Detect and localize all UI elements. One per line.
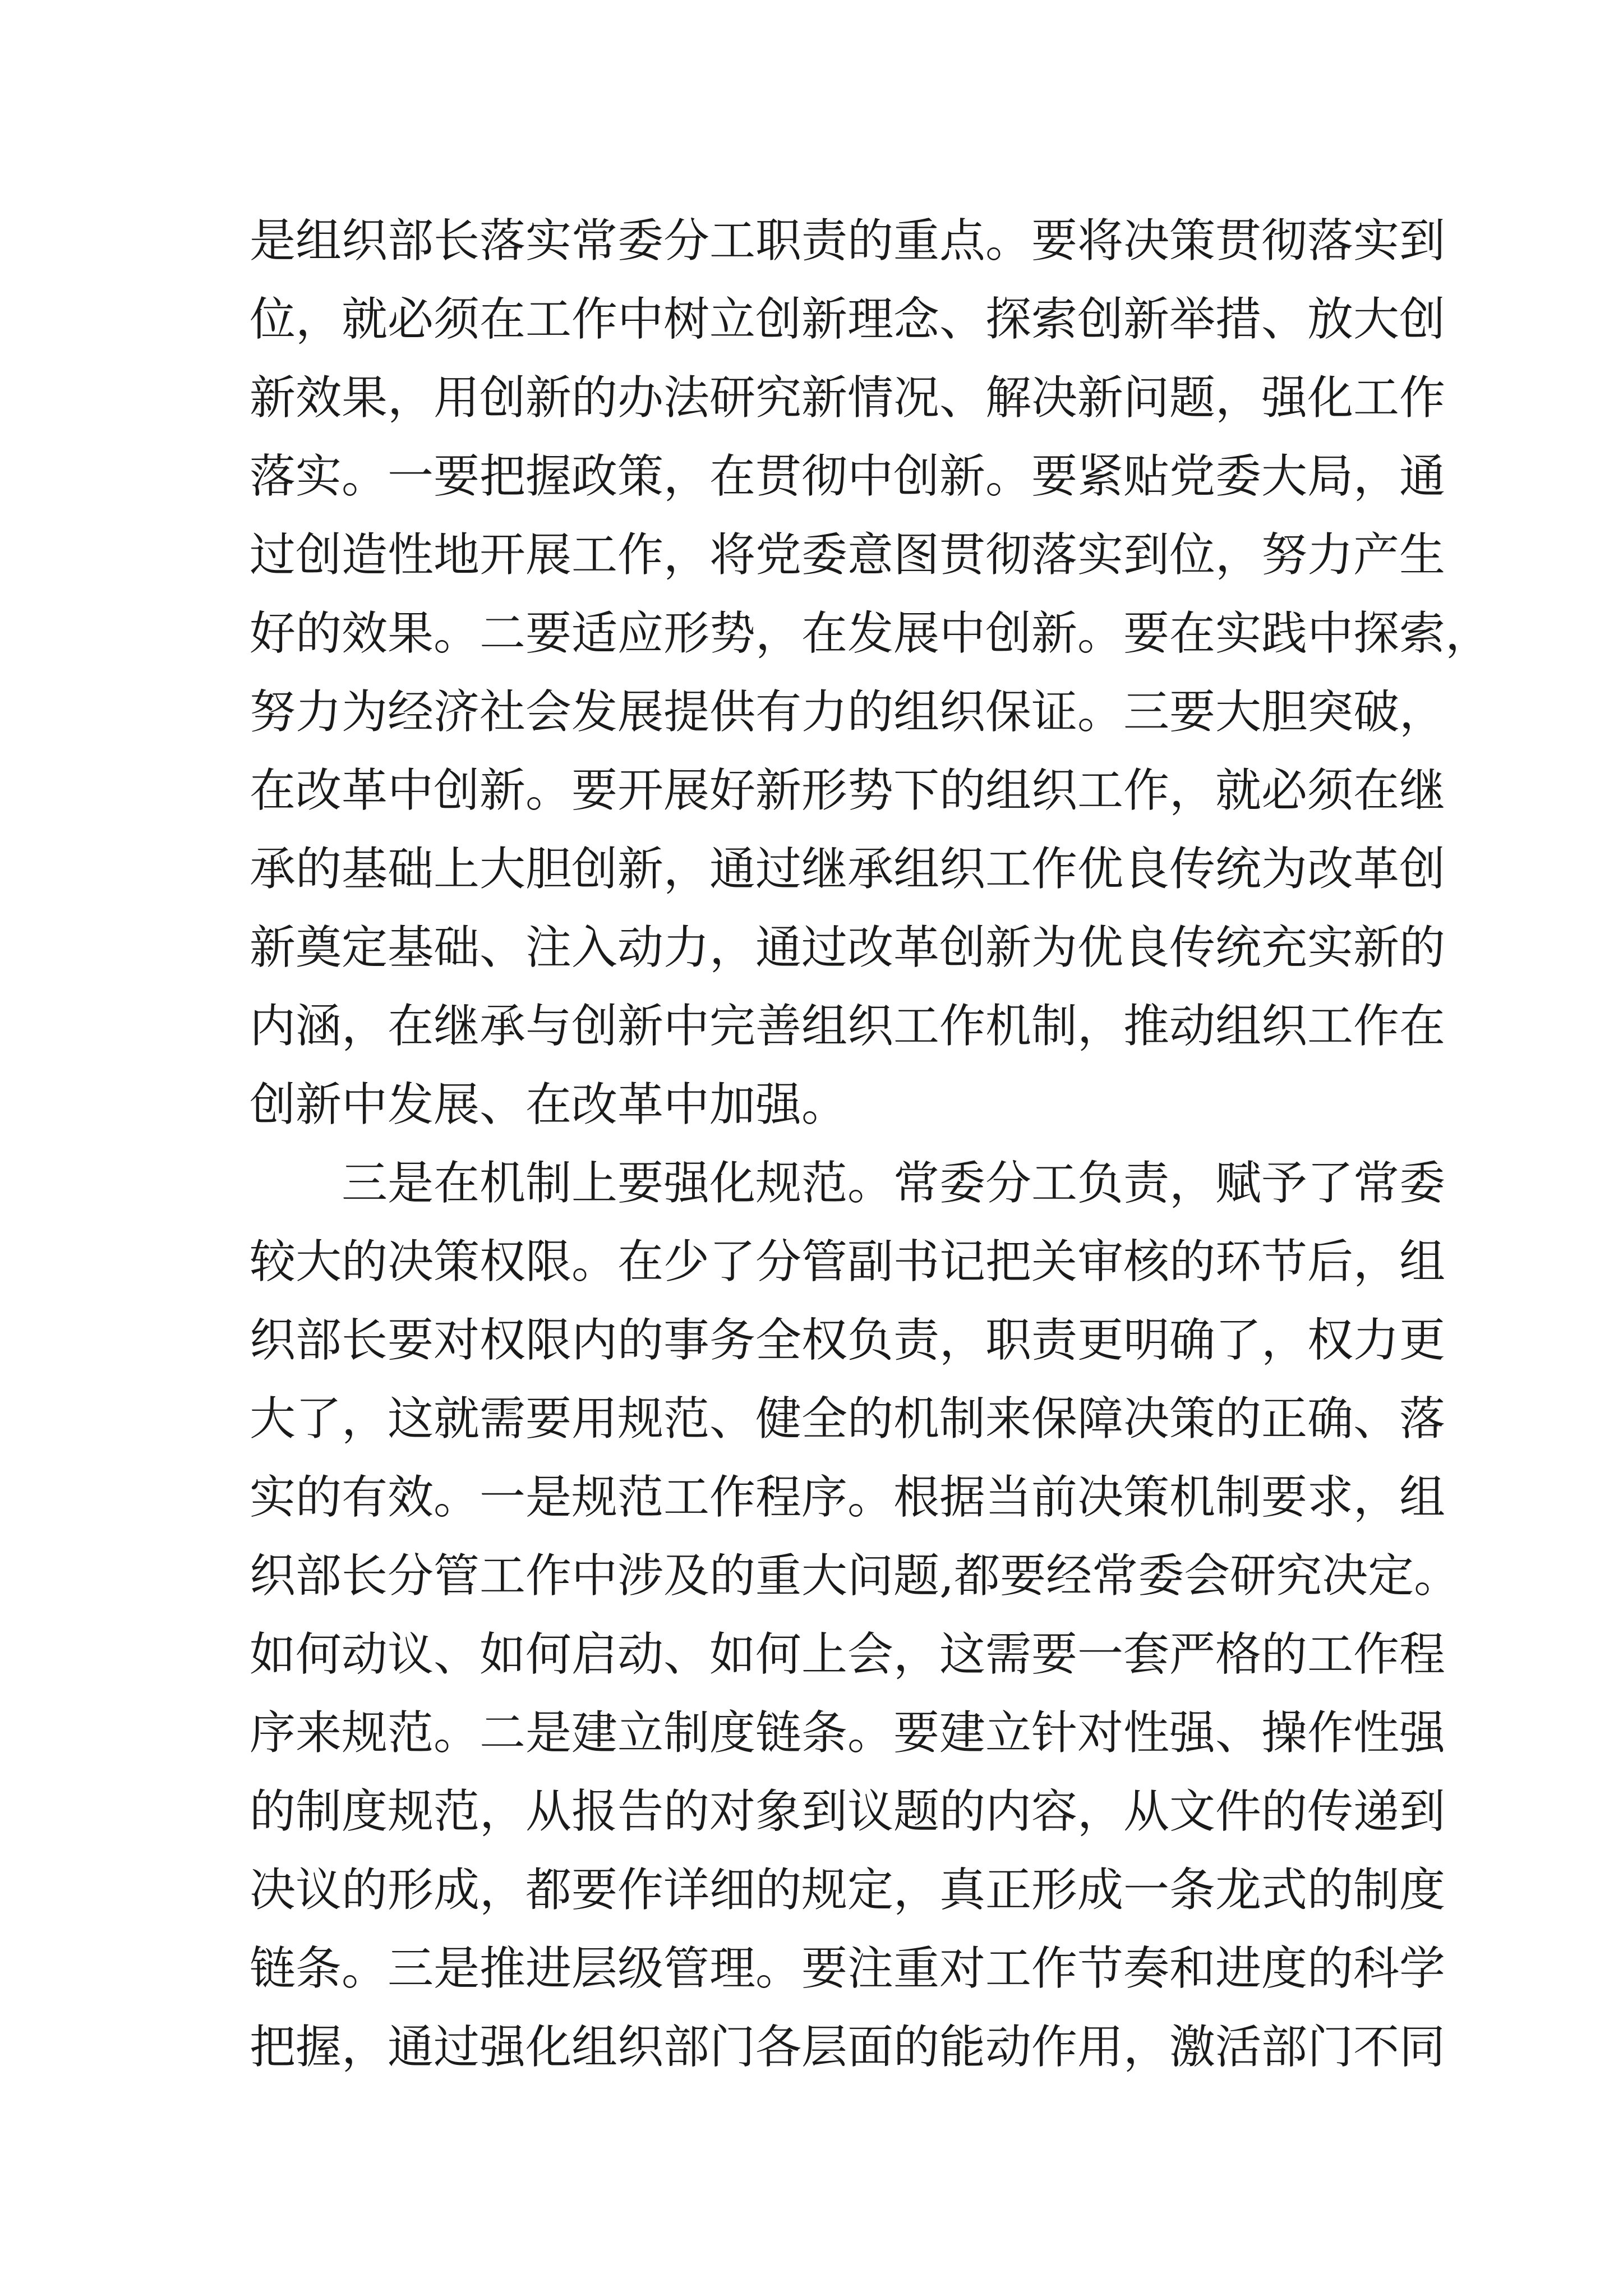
text-line: 努力为经济社会发展提供有力的组织保证。三要大胆突破， bbox=[250, 685, 1446, 739]
text-line: 链条。三是推进层级管理。要注重对工作节奏和进度的科学 bbox=[250, 1942, 1446, 1995]
text-line: 好的效果。二要适应形势，在发展中创新。要在实践中探索， bbox=[250, 607, 1492, 660]
text-line: 织部长要对权限内的事务全权负责，职责更明确了，权力更 bbox=[250, 1314, 1446, 1367]
text-line: 织部长分管工作中涉及的重大问题,都要经常委会研究决定。 bbox=[250, 1549, 1460, 1603]
text-line: 承的基础上大胆创新，通过继承组织工作优良传统为改革创 bbox=[250, 843, 1446, 896]
text-line: 创新中发展、在改革中加强。 bbox=[250, 1078, 848, 1131]
text-line: 三是在机制上要强化规范。常委分工负责，赋予了常委 bbox=[342, 1157, 1446, 1210]
text-line: 过创造性地开展工作，将党委意图贯彻落实到位，努力产生 bbox=[250, 528, 1446, 582]
text-line: 在改革中创新。要开展好新形势下的组织工作，就必须在继 bbox=[250, 764, 1446, 817]
text-line: 位，就必须在工作中树立创新理念、探索创新举措、放大创 bbox=[250, 293, 1446, 346]
text-line: 把握，通过强化组织部门各层面的能动作用，激活部门不同 bbox=[250, 2021, 1446, 2074]
text-line: 新效果，用创新的办法研究新情况、解决新问题，强化工作 bbox=[250, 371, 1446, 425]
paragraph-1 bbox=[250, 202, 1492, 1144]
text-line: 序来规范。二是建立制度链条。要建立针对性强、操作性强 bbox=[250, 1706, 1446, 1760]
body-text bbox=[250, 202, 1492, 2087]
text-line: 较大的决策权限。在少了分管副书记把关审核的环节后，组 bbox=[250, 1235, 1446, 1289]
text-line: 落实。一要把握政策，在贯彻中创新。要紧贴党委大局，通 bbox=[250, 450, 1446, 503]
text-line: 如何动议、如何启动、如何上会，这需要一套严格的工作程 bbox=[250, 1628, 1446, 1681]
text-line: 内涵，在继承与创新中完善组织工作机制，推动组织工作在 bbox=[250, 1000, 1446, 1053]
text-line: 的制度规范，从报告的对象到议题的内容，从文件的传递到 bbox=[250, 1785, 1446, 1838]
text-line: 是组织部长落实常委分工职责的重点。要将决策贯彻落实到 bbox=[250, 214, 1446, 268]
text-line: 新奠定基础、注入动力，通过改革创新为优良传统充实新的 bbox=[250, 921, 1446, 974]
text-line: 大了，这就需要用规范、健全的机制来保障决策的正确、落 bbox=[250, 1392, 1446, 1446]
text-line: 实的有效。一是规范工作程序。根据当前决策机制要求，组 bbox=[250, 1471, 1446, 1524]
text-line: 决议的形成，都要作详细的规定，真正形成一条龙式的制度 bbox=[250, 1864, 1446, 1917]
paragraph-2 bbox=[250, 1144, 1460, 2087]
